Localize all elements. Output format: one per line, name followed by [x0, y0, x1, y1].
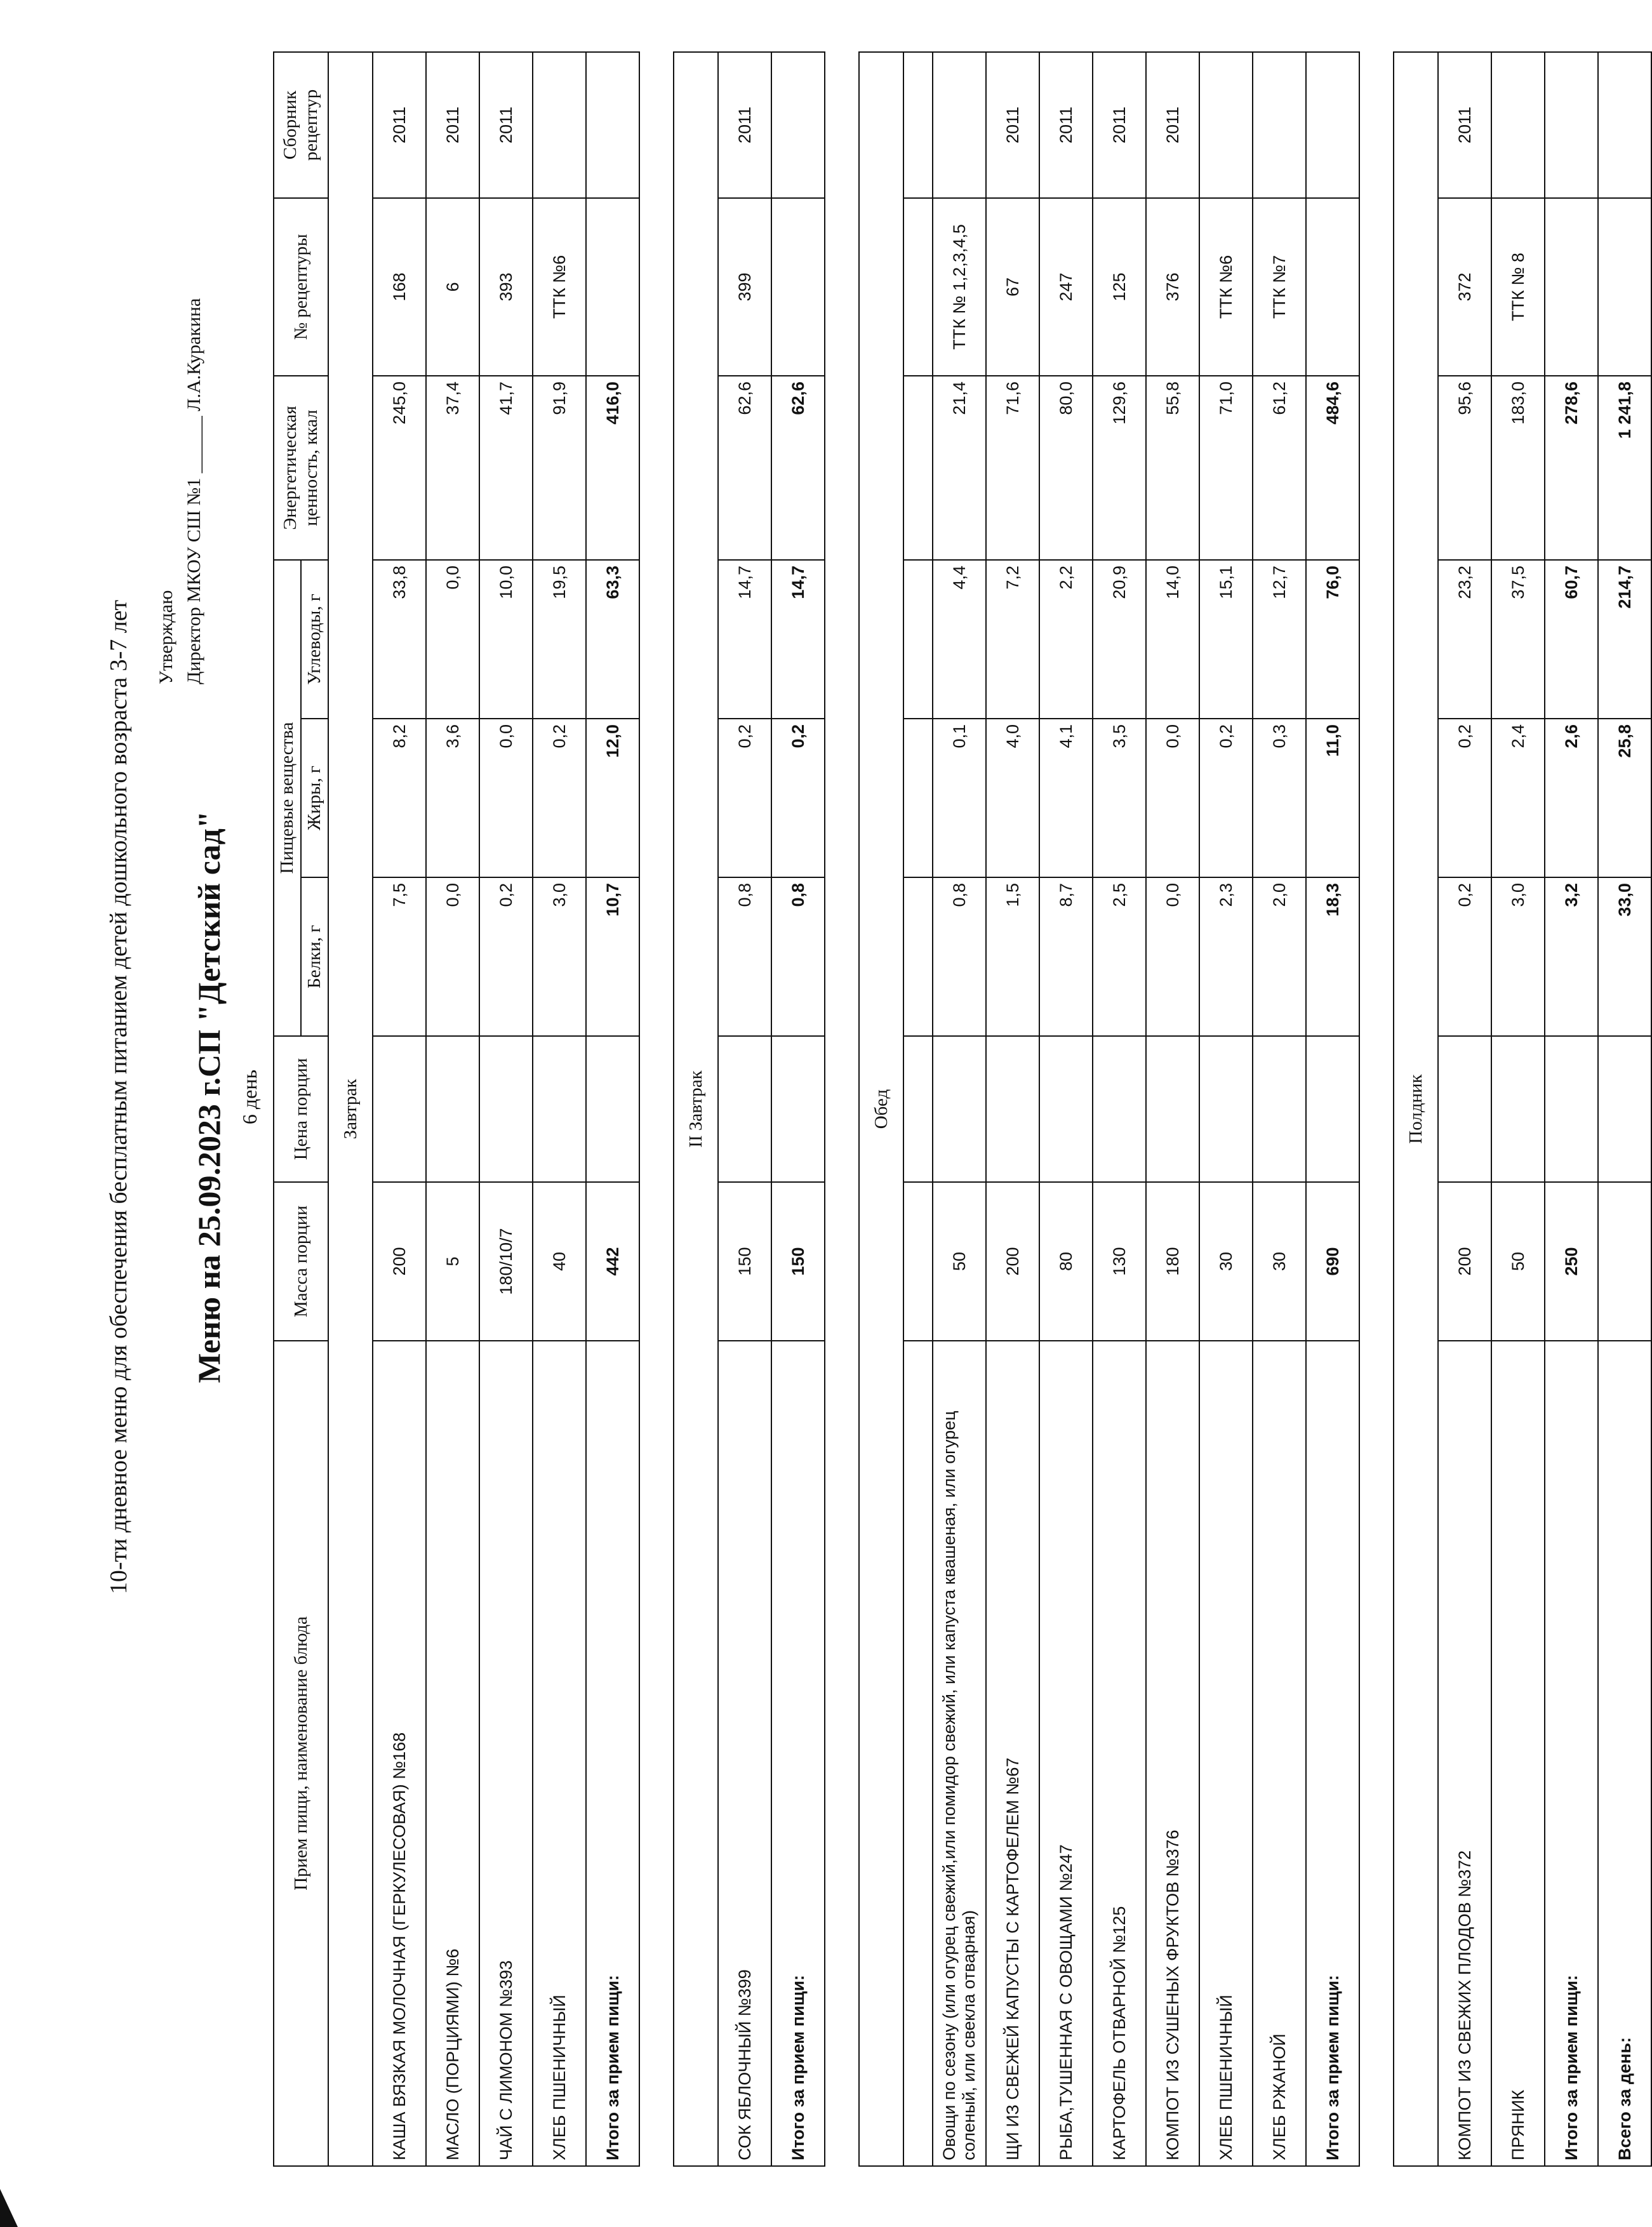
gap-cell — [639, 52, 674, 2166]
portion-price — [479, 1036, 533, 1182]
total-carbs: 63,3 — [586, 560, 639, 719]
day-total-energy: 1 241,8 — [1598, 376, 1651, 560]
day-total-mass — [1598, 1182, 1651, 1341]
portion-mass: 130 — [1093, 1182, 1146, 1341]
recipe-collection: 2011 — [1039, 52, 1093, 198]
recipe-collection — [533, 52, 586, 198]
day-total-label: Всего за день: — [1598, 1341, 1651, 2166]
day-total-carbs: 214,7 — [1598, 560, 1651, 719]
table-row — [373, 52, 426, 2166]
day-total-price — [1598, 1036, 1651, 1182]
total-recipe — [586, 198, 639, 376]
col-mass-header: Масса порции — [274, 1182, 328, 1341]
total-energy: 416,0 — [586, 376, 639, 560]
fat-value: 0,2 — [1438, 719, 1491, 877]
signature-mark: ______ — [183, 411, 204, 474]
protein-value: 8,7 — [1039, 877, 1093, 1036]
energy-value: 129,6 — [1093, 376, 1146, 560]
blank-cell — [903, 1182, 933, 1341]
table-row — [1253, 52, 1306, 2166]
portion-mass: 200 — [373, 1182, 426, 1341]
energy-value: 21,4 — [933, 376, 986, 560]
recipe-collection: 2011 — [718, 52, 771, 198]
section-header-row — [328, 52, 373, 2166]
section-title: Завтрак — [328, 52, 373, 2166]
total-protein: 0,8 — [771, 877, 825, 1036]
portion-mass: 180/10/7 — [479, 1182, 533, 1341]
portion-mass: 200 — [986, 1182, 1039, 1341]
table-row — [1491, 52, 1545, 2166]
col-recipe-header: № рецептуры — [274, 198, 328, 376]
table-body — [328, 52, 1651, 2166]
fat-value: 0,2 — [1199, 719, 1253, 877]
carbs-value: 15,1 — [1199, 560, 1253, 719]
energy-value: 183,0 — [1491, 376, 1545, 560]
total-row — [1306, 52, 1359, 2166]
section-gap — [639, 52, 674, 2166]
total-recipe — [1545, 198, 1598, 376]
carbs-value: 0,0 — [426, 560, 479, 719]
energy-value: 80,0 — [1039, 376, 1093, 560]
table-row — [1199, 52, 1253, 2166]
portion-price — [1146, 1036, 1199, 1182]
total-carbs: 76,0 — [1306, 560, 1359, 719]
recipe-collection: 2011 — [426, 52, 479, 198]
blank-cell — [903, 376, 933, 560]
dish-name: ХЛЕБ ПШЕНИЧНЫЙ — [1199, 1341, 1253, 2166]
portion-price — [426, 1036, 479, 1182]
total-carbs: 60,7 — [1545, 560, 1598, 719]
portion-price — [933, 1036, 986, 1182]
table-header — [274, 52, 328, 2166]
portion-mass: 50 — [1491, 1182, 1545, 1341]
energy-value: 71,6 — [986, 376, 1039, 560]
portion-mass: 50 — [933, 1182, 986, 1341]
total-energy: 278,6 — [1545, 376, 1598, 560]
carbs-value: 4,4 — [933, 560, 986, 719]
recipe-number: 372 — [1438, 198, 1491, 376]
table-row — [1146, 52, 1199, 2166]
table-row — [933, 52, 986, 2166]
total-fat: 11,0 — [1306, 719, 1359, 877]
fat-value: 4,0 — [986, 719, 1039, 877]
total-fat: 0,2 — [771, 719, 825, 877]
total-row — [1545, 52, 1598, 2166]
portion-mass: 180 — [1146, 1182, 1199, 1341]
total-fat: 2,6 — [1545, 719, 1598, 877]
fat-value: 0,3 — [1253, 719, 1306, 877]
protein-value: 0,0 — [426, 877, 479, 1036]
col-collection-header: Сборник рецептур — [274, 52, 328, 198]
protein-value: 3,0 — [533, 877, 586, 1036]
corner-mark — [0, 2189, 18, 2227]
dish-name: ХЛЕБ РЖАНОЙ — [1253, 1341, 1306, 2166]
table-row — [986, 52, 1039, 2166]
protein-value: 1,5 — [986, 877, 1039, 1036]
portion-mass: 40 — [533, 1182, 586, 1341]
menu-title: 10-ти дневное меню для обеспечения бесплатным питанием детей дошкольного возраста 3-7 лет — [105, 599, 132, 1595]
carbs-value: 12,7 — [1253, 560, 1306, 719]
day-total-collection — [1598, 52, 1651, 198]
recipe-number: 247 — [1039, 198, 1093, 376]
blank-cell — [903, 1341, 933, 2166]
energy-value: 62,6 — [718, 376, 771, 560]
table-row — [1039, 52, 1093, 2166]
total-label: Итого за прием пищи: — [1545, 1341, 1598, 2166]
energy-value: 91,9 — [533, 376, 586, 560]
dish-name: КОМПОТ ИЗ СУШЕНЫХ ФРУКТОВ №376 — [1146, 1341, 1199, 2166]
total-recipe — [771, 198, 825, 376]
total-protein: 10,7 — [586, 877, 639, 1036]
section-title: Обед — [859, 52, 903, 2166]
recipe-number: 67 — [986, 198, 1039, 376]
blank-cell — [903, 1036, 933, 1182]
section-gap — [1359, 52, 1394, 2166]
recipe-number: ТТК №6 — [533, 198, 586, 376]
portion-mass: 30 — [1253, 1182, 1306, 1341]
energy-value: 37,4 — [426, 376, 479, 560]
day-total-fat: 25,8 — [1598, 719, 1651, 877]
protein-value: 2,0 — [1253, 877, 1306, 1036]
portion-mass: 200 — [1438, 1182, 1491, 1341]
total-row — [771, 52, 825, 2166]
recipe-number: 399 — [718, 198, 771, 376]
energy-value: 61,2 — [1253, 376, 1306, 560]
fat-value: 0,2 — [718, 719, 771, 877]
blank-cell — [903, 560, 933, 719]
carbs-value: 14,0 — [1146, 560, 1199, 719]
gap-cell — [1359, 52, 1394, 2166]
portion-price — [986, 1036, 1039, 1182]
recipe-collection: 2011 — [373, 52, 426, 198]
fat-value: 3,6 — [426, 719, 479, 877]
blank-cell — [903, 52, 933, 198]
fat-value: 0,0 — [479, 719, 533, 877]
energy-value: 245,0 — [373, 376, 426, 560]
total-label: Итого за прием пищи: — [1306, 1341, 1359, 2166]
table-row — [1093, 52, 1146, 2166]
total-energy: 62,6 — [771, 376, 825, 560]
recipe-collection: 2011 — [479, 52, 533, 198]
day-total-recipe — [1598, 198, 1651, 376]
carbs-value: 23,2 — [1438, 560, 1491, 719]
recipe-number: ТТК №7 — [1253, 198, 1306, 376]
col-carbs-header: Углеводы, г — [301, 560, 328, 719]
protein-value: 2,5 — [1093, 877, 1146, 1036]
day-total-row — [1598, 52, 1651, 2166]
gap-cell — [825, 52, 859, 2166]
portion-price — [373, 1036, 426, 1182]
total-collection — [1545, 52, 1598, 198]
recipe-collection — [933, 52, 986, 198]
blank-row — [903, 52, 933, 2166]
table-row — [718, 52, 771, 2166]
fat-value: 0,0 — [1146, 719, 1199, 877]
portion-price — [1438, 1036, 1491, 1182]
fat-value: 3,5 — [1093, 719, 1146, 877]
recipe-number: ТТК №6 — [1199, 198, 1253, 376]
portion-mass: 5 — [426, 1182, 479, 1341]
recipe-collection: 2011 — [986, 52, 1039, 198]
recipe-collection — [1199, 52, 1253, 198]
col-energy-header: Энергетическая ценность, ккал — [274, 376, 328, 560]
menu-table — [273, 51, 1652, 2167]
recipe-number: 125 — [1093, 198, 1146, 376]
protein-value: 7,5 — [373, 877, 426, 1036]
col-fat-header: Жиры, г — [301, 719, 328, 877]
carbs-value: 2,2 — [1039, 560, 1093, 719]
total-price — [771, 1036, 825, 1182]
blank-cell — [903, 877, 933, 1036]
total-mass: 690 — [1306, 1182, 1359, 1341]
recipe-number: 393 — [479, 198, 533, 376]
day-total-protein: 33,0 — [1598, 877, 1651, 1036]
section-header-row — [859, 52, 903, 2166]
col-protein-header: Белки, г — [301, 877, 328, 1036]
portion-price — [533, 1036, 586, 1182]
carbs-value: 14,7 — [718, 560, 771, 719]
total-carbs: 14,7 — [771, 560, 825, 719]
carbs-value: 19,5 — [533, 560, 586, 719]
carbs-value: 10,0 — [479, 560, 533, 719]
fat-value: 0,2 — [533, 719, 586, 877]
dish-name: Овощи по сезону (или огурец свежий,или помидор свежий, или капуста квашеная, или огурец соленый, или свекла отварная) — [933, 1341, 986, 2166]
table-row — [479, 52, 533, 2166]
total-energy: 484,6 — [1306, 376, 1359, 560]
col-price-header: Цена порции — [274, 1036, 328, 1182]
section-title: II Завтрак — [674, 52, 718, 2166]
portion-price — [1253, 1036, 1306, 1182]
portion-price — [1093, 1036, 1146, 1182]
menu-subtitle: Меню на 25.09.2023 г.СП "Детский сад" — [191, 811, 227, 1383]
recipe-number: ТТК № 1,2,3,4,5 — [933, 198, 986, 376]
total-collection — [586, 52, 639, 198]
dish-name: МАСЛО (ПОРЦИЯМИ) №6 — [426, 1341, 479, 2166]
total-fat: 12,0 — [586, 719, 639, 877]
protein-value: 0,2 — [479, 877, 533, 1036]
section-gap — [825, 52, 859, 2166]
carbs-value: 37,5 — [1491, 560, 1545, 719]
energy-value: 71,0 — [1199, 376, 1253, 560]
recipe-number: 168 — [373, 198, 426, 376]
energy-value: 41,7 — [479, 376, 533, 560]
portion-price — [1039, 1036, 1093, 1182]
dish-name: КАША ВЯЗКАЯ МОЛОЧНАЯ (ГЕРКУЛЕСОВАЯ) №168 — [373, 1341, 426, 2166]
portion-price — [718, 1036, 771, 1182]
recipe-number: 6 — [426, 198, 479, 376]
portion-mass: 30 — [1199, 1182, 1253, 1341]
table-row — [426, 52, 479, 2166]
dish-name: ХЛЕБ ПШЕНИЧНЫЙ — [533, 1341, 586, 2166]
total-price — [1306, 1036, 1359, 1182]
total-label: Итого за прием пищи: — [771, 1341, 825, 2166]
total-recipe — [1306, 198, 1359, 376]
col-nutrients-header: Пищевые вещества — [274, 560, 301, 1036]
table-row — [1438, 52, 1491, 2166]
dish-name: ЩИ ИЗ СВЕЖЕЙ КАПУСТЫ С КАРТОФЕЛЕМ №67 — [986, 1341, 1039, 2166]
dish-name: ПРЯНИК — [1491, 1341, 1545, 2166]
total-mass: 150 — [771, 1182, 825, 1341]
section-header-row — [1394, 52, 1438, 2166]
dish-name: РЫБА,ТУШЕННАЯ С ОВОЩАМИ №247 — [1039, 1341, 1093, 2166]
fat-value: 0,1 — [933, 719, 986, 877]
fat-value: 4,1 — [1039, 719, 1093, 877]
fat-value: 8,2 — [373, 719, 426, 877]
total-price — [586, 1036, 639, 1182]
energy-value: 95,6 — [1438, 376, 1491, 560]
protein-value: 0,2 — [1438, 877, 1491, 1036]
section-header-row — [674, 52, 718, 2166]
recipe-collection — [1253, 52, 1306, 198]
protein-value: 0,8 — [718, 877, 771, 1036]
recipe-collection: 2011 — [1146, 52, 1199, 198]
recipe-number: ТТК № 8 — [1491, 198, 1545, 376]
signer-name: Л.А.Куракина — [183, 298, 204, 411]
total-protein: 18,3 — [1306, 877, 1359, 1036]
recipe-collection: 2011 — [1438, 52, 1491, 198]
recipe-collection: 2011 — [1093, 52, 1146, 198]
portion-mass: 150 — [718, 1182, 771, 1341]
fat-value: 2,4 — [1491, 719, 1545, 877]
protein-value: 3,0 — [1491, 877, 1545, 1036]
protein-value: 0,8 — [933, 877, 986, 1036]
director-label: Директор МКОУ СШ №1 — [183, 477, 204, 684]
col-name-header: Прием пищи, наименование блюда — [274, 1341, 328, 2166]
total-mass: 442 — [586, 1182, 639, 1341]
carbs-value: 33,8 — [373, 560, 426, 719]
total-collection — [771, 52, 825, 198]
protein-value: 0,0 — [1146, 877, 1199, 1036]
recipe-collection — [1491, 52, 1545, 198]
portion-price — [1491, 1036, 1545, 1182]
total-protein: 3,2 — [1545, 877, 1598, 1036]
total-collection — [1306, 52, 1359, 198]
blank-cell — [903, 198, 933, 376]
portion-price — [1199, 1036, 1253, 1182]
total-price — [1545, 1036, 1598, 1182]
recipe-number: 376 — [1146, 198, 1199, 376]
energy-value: 55,8 — [1146, 376, 1199, 560]
dish-name: КАРТОФЕЛЬ ОТВАРНОЙ №125 — [1093, 1341, 1146, 2166]
total-label: Итого за прием пищи: — [586, 1341, 639, 2166]
total-row — [586, 52, 639, 2166]
carbs-value: 7,2 — [986, 560, 1039, 719]
day-label: 6 день — [238, 1069, 261, 1125]
table-row — [533, 52, 586, 2166]
total-mass: 250 — [1545, 1182, 1598, 1341]
blank-cell — [903, 719, 933, 877]
section-title: Полдник — [1394, 52, 1438, 2166]
dish-name: КОМПОТ ИЗ СВЕЖИХ ПЛОДОВ №372 — [1438, 1341, 1491, 2166]
dish-name: ЧАЙ С ЛИМОНОМ №393 — [479, 1341, 533, 2166]
protein-value: 2,3 — [1199, 877, 1253, 1036]
carbs-value: 20,9 — [1093, 560, 1146, 719]
approve-label: Утверждаю — [156, 590, 177, 684]
portion-mass: 80 — [1039, 1182, 1093, 1341]
dish-name: СОК ЯБЛОЧНЫЙ №399 — [718, 1341, 771, 2166]
